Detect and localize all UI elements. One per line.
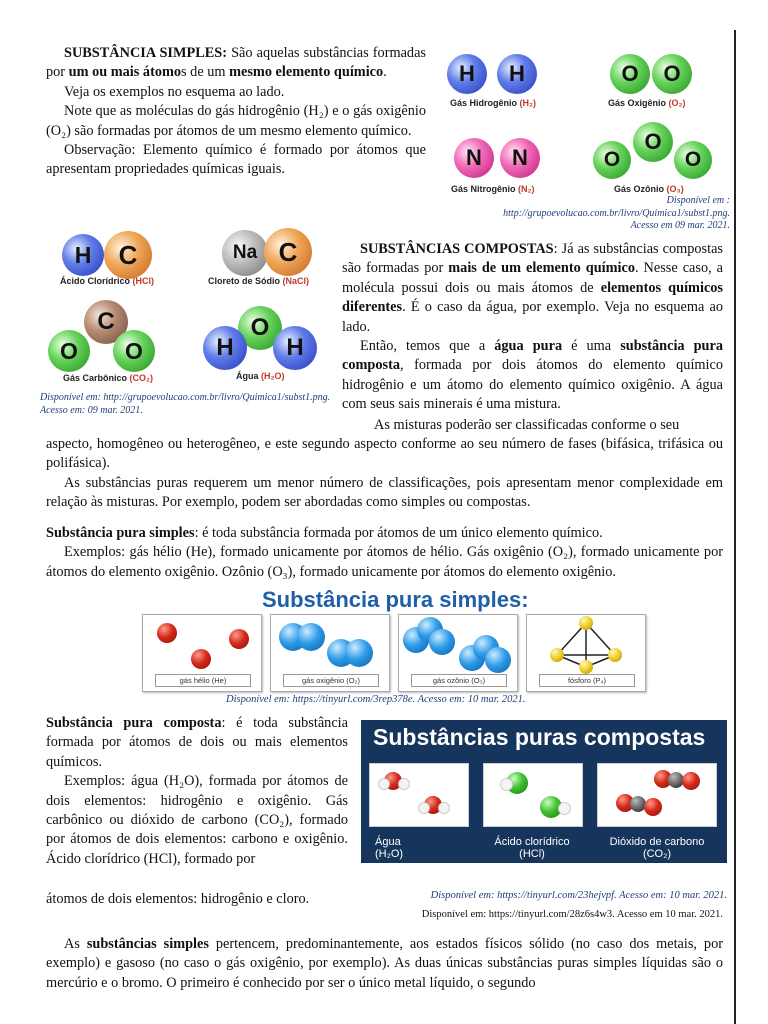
hydrogen-atom: H (62, 234, 104, 276)
figure-pura-composta (361, 720, 727, 863)
oxygen-atom: O (610, 54, 650, 94)
water-label: Água (H₂O) (375, 836, 404, 860)
hydrogen-atom: H (497, 54, 537, 94)
figure-caption: Disponível em: http://grupoevolucao.com.br/livro/Quimica1/subst1.png. Acesso em: 09 mar. 2021. (40, 392, 331, 416)
pura-simples-text: Substância pura simples: é toda substância formada por átomos de um único elemento químico. Exemplos: gás hélio (He), formado unicamente por átomos de hélio. Gás oxigênio (O₂), formado unicamente por átomos do elemento oxigênio. Ozônio (O₃), formado unicamente por átomos do elemento oxigênio. (46, 525, 723, 580)
chlorine-atom: C (264, 228, 312, 276)
figure-caption: Disponível em : http://grupoevolucao.com.br/livro/Quimica1/subst1.png. Acesso em 09 mar. 2021. (503, 195, 730, 231)
molecule-label: Gás Oxigênio (O₂) (608, 98, 686, 108)
hydrogen-atom: H (273, 326, 317, 370)
ozone-box: gás ozônio (O₃) (398, 614, 518, 692)
figure-title: Substância pura simples: (262, 587, 529, 612)
pura-composta-term: Substância pura composta (46, 715, 222, 731)
figure-caption: Disponível em: https://tinyurl.com/28z6s4w3. Acesso em 10 mar. 2021. (421, 909, 723, 920)
molecule-label: Gás Carbônico (CO₂) (63, 373, 154, 383)
hydrogen-atom: H (203, 326, 247, 370)
nitrogen-atom: N (454, 138, 494, 178)
compostas-text: SUBSTÂNCIAS COMPOSTAS: Já as substâncias compostas são formadas por mais de um elemento químico. Nesse caso, a molécula possui dois ou mais átomos de elementos químicos diferentes. É o caso da água, por exemplo. Veja no esquema ao lado. Então, temos que a água pura é uma substância pura composta, formada por dois átomos do elemento químico hidrogênio e um átomo do elemento químico oxigênio. A água com seus sais minerais é uma mistura. (342, 241, 724, 413)
co2-tile (597, 763, 717, 827)
compostas-title: SUBSTÂNCIAS COMPOSTAS (360, 241, 554, 257)
oxygen-atom: O (652, 54, 692, 94)
hcl-label: Ácido clorídrico (HCl) (494, 836, 570, 860)
pura-simples-term: Substância pura simples (46, 525, 195, 541)
oxygen-atom: O (48, 330, 90, 372)
molecule-label: Gás Nitrogênio (N₂) (451, 184, 535, 194)
molecule-label: Ácido Clorídrico (HCl) (60, 276, 155, 286)
water-tile (369, 763, 469, 827)
carbon-atom: C (84, 300, 128, 344)
molecule-label: Água (H₂O) (236, 371, 285, 381)
page-margin-rule (734, 30, 736, 1024)
figure-caption: Disponível em: https://tinyurl.com/23hejvpf. Acesso em: 10 mar. 2021. (430, 890, 727, 901)
molecule-label: Cloreto de Sódio (NaCl) (208, 276, 310, 286)
figure-title: Substâncias puras compostas (373, 724, 706, 750)
oxygen-atom: O (113, 330, 155, 372)
simples-p4: Observação: Elemento químico é formado por átomos que apresentam propriedades químicas iguais. (46, 142, 426, 178)
oxygen-atom: O (238, 306, 282, 350)
simples-title: SUBSTÂNCIA SIMPLES: (64, 45, 227, 61)
oxygen-atom: O (633, 122, 673, 162)
nitrogen-atom: N (500, 138, 540, 178)
phosphorus-box: fósforo (P₄) (526, 614, 646, 692)
pura-composta-text: Substância pura composta: é toda substância formada por átomos de dois ou mais elementos químicos. Exemplos: água (H₂O), formada por átomos de dois elementos: hidrogênio e oxigênio. Gás carbônico ou dióxido de carbono (CO₂), formado por átomos de dois elementos: carbono e oxigênio. Ácido clorídrico (HCl), formado por (46, 715, 348, 867)
figure-caption: Disponível em: https://tinyurl.com/3rep378e. Acesso em: 10 mar. 2021. (226, 694, 526, 705)
hcl-tile (483, 763, 583, 827)
misturas-text: aspecto, homogêneo ou heterogêneo, e este segundo aspecto conforme ao seu número de fases (bifásica, trifásica ou polifásica). As substâncias puras requerem um menor número de classificações, pois apresentam menor complexidade em relação às misturas. Por exemplo, podem ser abordadas como simples ou compostas. (46, 436, 723, 511)
oxygen-box: gás oxigênio (O₂) (270, 614, 390, 692)
helium-box: gás hélio (He) (142, 614, 262, 692)
simples-p2: Veja os exemplos no esquema ao lado. (64, 83, 285, 100)
simples-text: SUBSTÂNCIA SIMPLES: São aquelas substâncias formadas por um ou mais átomos de um mesmo elemento químico. Veja os exemplos no esquema ao lado. Note que as moléculas do gás hidrogênio (H₂) e o gás oxigênio (O₂) são formadas por átomos de um mesmo elemento químico. Observação: Elemento químico é formado por átomos que apresentam propriedades químicas iguais. (46, 44, 426, 180)
closing-text: As substâncias simples pertencem, predominantemente, aos estados físicos sólido (no caso dos metais, por exemplo) e gasoso (no caso o gás oxigênio, por exemplo). As duas únicas substâncias puras simples líquidas são o mercúrio e o bromo. O primeiro é conhecido por ser o único metal líquido, o segundo (46, 936, 723, 991)
molecule-label: Gás Ozônio (O₃) (614, 184, 684, 194)
pura-composta-last-line: átomos de dois elementos: hidrogênio e cloro. (46, 891, 310, 907)
misturas-line: As misturas poderão ser classificadas conforme o seu (374, 417, 680, 433)
molecule-label: Gás Hidrogênio (H₂) (450, 98, 537, 108)
simples-p3: Note que as moléculas do gás hidrogênio (H₂) e o gás oxigênio (O₂) são formadas por átomos de um mesmo elemento químico. (46, 103, 426, 139)
sodium-atom: Na (222, 230, 268, 276)
co2-label: Dióxido de carbono (CO₂) (609, 836, 705, 860)
chlorine-atom: C (104, 231, 152, 279)
hydrogen-atom: H (447, 54, 487, 94)
oxygen-atom: O (593, 141, 631, 179)
oxygen-atom: O (674, 141, 712, 179)
